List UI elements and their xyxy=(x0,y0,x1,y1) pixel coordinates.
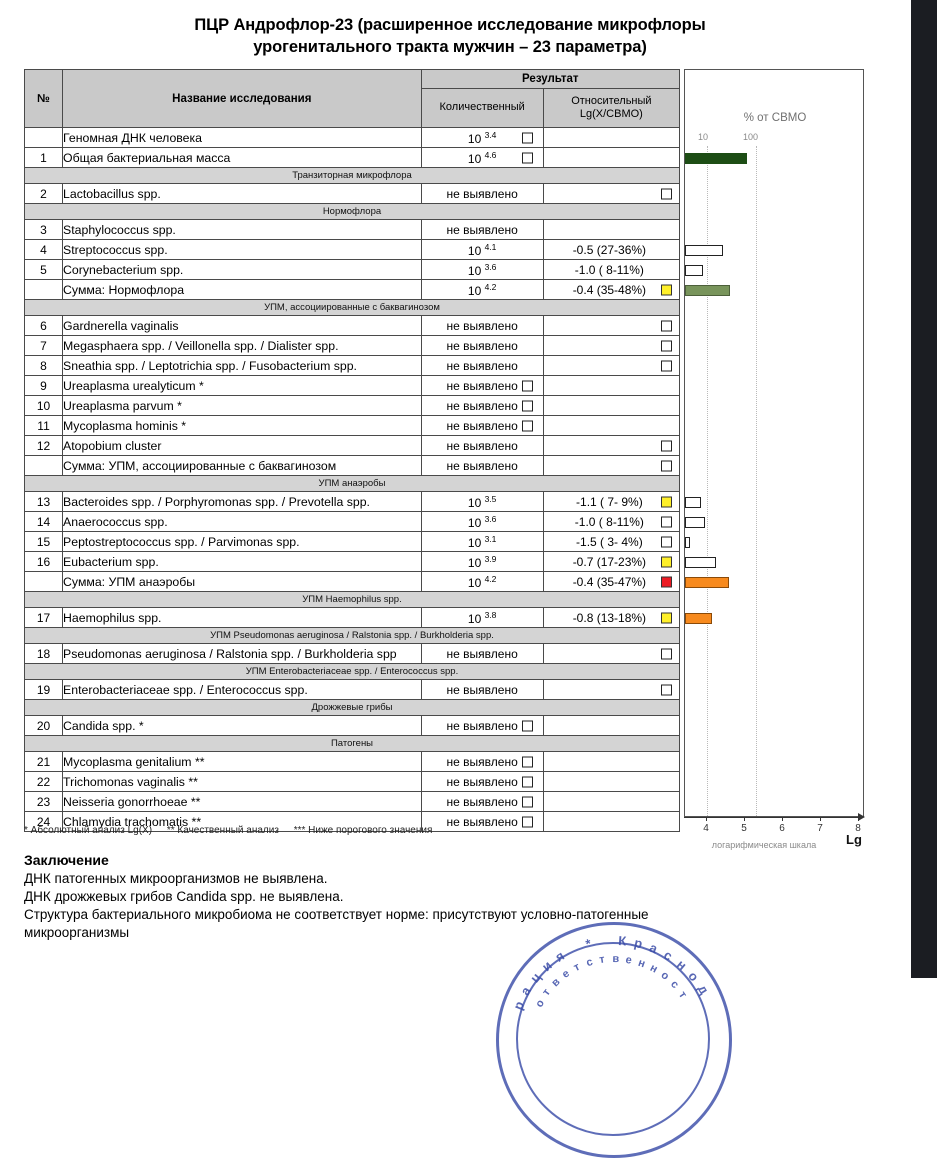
stamp-char: а xyxy=(517,983,534,998)
row-analyte-name: Общая бактериальная масса xyxy=(63,148,422,168)
axis-line xyxy=(684,817,862,818)
row-relative-value xyxy=(543,396,679,416)
row-quantitative-value: 10 $^{3.5}$ xyxy=(421,492,543,512)
row-quantitative-value: не выявлено xyxy=(421,772,543,792)
stamp-char: с xyxy=(661,947,676,964)
row-number: 1 xyxy=(25,148,63,168)
row-analyte-name: Atopobium cluster xyxy=(63,436,422,456)
row-number: 11 xyxy=(25,416,63,436)
quantitative-status-checkbox[interactable] xyxy=(522,152,533,163)
stamp-char: е xyxy=(624,953,633,967)
chart-bar xyxy=(685,577,729,588)
table-row xyxy=(25,436,680,456)
table-row xyxy=(25,148,680,168)
row-relative-value: -0.5 (27-36%) xyxy=(543,240,679,260)
section-band-label: Дрожжевые грибы xyxy=(25,700,680,716)
stamp-char: с xyxy=(668,978,681,992)
row-analyte-name: Сумма: УПМ анаэробы xyxy=(63,572,422,592)
footnote-threshold: *** Ниже порогового значения xyxy=(293,825,433,836)
table-row xyxy=(25,220,680,240)
row-relative-value: -0.4 (35-48%) xyxy=(543,280,679,300)
gridline-label-10: 10 xyxy=(698,132,709,142)
conclusion-line-4: микроорганизмы xyxy=(24,924,130,940)
row-quantitative-value: 10 $^{4.2}$ xyxy=(421,280,543,300)
col-header-relative-line-1: Относительный xyxy=(571,94,652,107)
row-analyte-name: Candida spp. * xyxy=(63,716,422,736)
relative-status-checkbox[interactable] xyxy=(661,360,672,371)
chart-bar xyxy=(685,245,723,256)
row-relative-value: -1.1 ( 7- 9%) xyxy=(543,492,679,512)
row-number: 14 xyxy=(25,512,63,532)
stamp-char: в xyxy=(612,952,620,966)
row-number: 16 xyxy=(25,552,63,572)
table-row xyxy=(25,356,680,376)
row-analyte-name: Bacteroides spp. / Porphyromonas spp. / Prevotella spp. xyxy=(63,492,422,512)
row-number: 2 xyxy=(25,184,63,204)
row-quantitative-value: 10 $^{3.6}$ xyxy=(421,260,543,280)
stamp-char: * xyxy=(584,935,593,952)
axis-tick xyxy=(782,817,783,821)
row-number xyxy=(25,572,63,592)
table-row xyxy=(25,552,680,572)
row-quantitative-value: 10 $^{3.8}$ xyxy=(421,608,543,628)
table-row xyxy=(25,752,680,772)
axis-tick xyxy=(820,817,821,821)
row-analyte-name: Геномная ДНК человека xyxy=(63,128,422,148)
table-section-band xyxy=(25,664,680,680)
row-analyte-name: Сумма: УПМ, ассоциированные с баквагинозом xyxy=(63,456,422,476)
relative-status-checkbox[interactable] xyxy=(661,496,672,507)
row-relative-value xyxy=(543,220,679,240)
footnotes xyxy=(24,825,444,836)
quantitative-status-checkbox[interactable] xyxy=(522,132,533,143)
row-analyte-name: Mycoplasma genitalium ** xyxy=(63,752,422,772)
table-section-band xyxy=(25,736,680,752)
row-relative-value xyxy=(543,456,679,476)
relative-status-checkbox[interactable] xyxy=(661,612,672,623)
row-quantitative-value: не выявлено xyxy=(421,680,543,700)
row-number xyxy=(25,128,63,148)
percentage-chart xyxy=(684,69,864,817)
row-relative-value xyxy=(543,416,679,436)
axis-tick xyxy=(744,817,745,821)
section-band-label: УПМ Enterobacteriaceae spp. / Enterococcus spp. xyxy=(25,664,680,680)
row-number: 18 xyxy=(25,644,63,664)
relative-status-checkbox[interactable] xyxy=(661,340,672,351)
row-analyte-name: Haemophilus spp. xyxy=(63,608,422,628)
col-header-relative-line-2: Lg(X/CBMO) xyxy=(579,108,643,120)
row-number: 8 xyxy=(25,356,63,376)
row-relative-value xyxy=(543,792,679,812)
row-number: 19 xyxy=(25,680,63,700)
stamp-char: о xyxy=(533,997,548,1010)
page-right-margin xyxy=(900,0,911,978)
row-analyte-name: Gardnerella vaginalis xyxy=(63,316,422,336)
relative-status-checkbox[interactable] xyxy=(661,460,672,471)
row-relative-value xyxy=(543,772,679,792)
table-section-band xyxy=(25,592,680,608)
footnote-absolute: * Абсолютный анализ Lg(X) xyxy=(24,825,153,836)
chart-title: % от СВМО xyxy=(743,112,807,124)
quantitative-status-checkbox[interactable] xyxy=(522,720,533,731)
table-row xyxy=(25,572,680,592)
row-analyte-name: Ureaplasma urealyticum * xyxy=(63,376,422,396)
row-relative-value xyxy=(543,644,679,664)
quantitative-status-checkbox[interactable] xyxy=(522,796,533,807)
axis-tick xyxy=(706,817,707,821)
chart-bar xyxy=(685,153,747,164)
section-band-label: Патогены xyxy=(25,736,680,752)
chart-bar xyxy=(685,613,712,624)
footnote-qualitative: ** Качественный анализ xyxy=(166,825,279,836)
row-analyte-name: Neisseria gonorrhoeae ** xyxy=(63,792,422,812)
col-header-relative xyxy=(543,89,679,128)
row-number: 23 xyxy=(25,792,63,812)
row-quantitative-value: не выявлено xyxy=(421,220,543,240)
table-section-band xyxy=(25,300,680,316)
axis-tick-label: 8 xyxy=(855,823,861,834)
quantitative-status-checkbox[interactable] xyxy=(522,816,533,827)
row-relative-value: -0.7 (17-23%) xyxy=(543,552,679,572)
row-relative-value xyxy=(543,716,679,736)
gridline-100 xyxy=(756,146,757,818)
relative-status-checkbox[interactable] xyxy=(661,576,672,587)
table-row xyxy=(25,280,680,300)
col-header-quantitative: Количественный xyxy=(421,89,543,128)
row-quantitative-value: не выявлено xyxy=(421,752,543,772)
table-header xyxy=(25,70,680,128)
relative-status-checkbox[interactable] xyxy=(661,556,672,567)
stamp-char: т xyxy=(598,953,606,967)
axis-caption: логарифмическая шкала xyxy=(711,840,817,850)
gridline-label-100: 100 xyxy=(743,132,759,142)
section-band-label: УПМ Pseudomonas aeruginosa / Ralstonia spp. / Burkholderia spp. xyxy=(25,628,680,644)
table-section-band xyxy=(25,168,680,184)
row-relative-value: -1.0 ( 8-11%) xyxy=(543,512,679,532)
relative-status-checkbox[interactable] xyxy=(661,284,672,295)
table-row xyxy=(25,128,680,148)
row-analyte-name: Ureaplasma parvum * xyxy=(63,396,422,416)
row-number: 3 xyxy=(25,220,63,240)
table-section-band xyxy=(25,476,680,492)
chart-bar xyxy=(685,517,705,528)
row-analyte-name: Streptococcus spp. xyxy=(63,240,422,260)
row-quantitative-value: 10 $^{3.1}$ xyxy=(421,532,543,552)
table-row xyxy=(25,336,680,356)
axis-arrow-icon xyxy=(858,813,865,821)
axis-tick xyxy=(858,817,859,821)
row-number: 12 xyxy=(25,436,63,456)
row-quantitative-value: не выявлено xyxy=(421,416,543,436)
page-title-line-1: ПЦР Андрофлор-23 (расширенное исследование микрофлоры xyxy=(194,16,706,34)
row-quantitative-value: 10 $^{4.2}$ xyxy=(421,572,543,592)
row-quantitative-value: 10 $^{4.1}$ xyxy=(421,240,543,260)
stamp-char: ц xyxy=(527,969,544,986)
table-row xyxy=(25,512,680,532)
table-row xyxy=(25,416,680,436)
row-number: 17 xyxy=(25,608,63,628)
row-analyte-name: Sneathia spp. / Leptotrichia spp. / Fusobacterium spp. xyxy=(63,356,422,376)
row-quantitative-value: не выявлено xyxy=(421,644,543,664)
row-analyte-name: Corynebacterium spp. xyxy=(63,260,422,280)
row-number xyxy=(25,456,63,476)
stamp-char: н xyxy=(673,956,690,974)
row-relative-value xyxy=(543,128,679,148)
chart-axis xyxy=(684,817,864,834)
row-analyte-name: Megasphaera spp. / Veillonella spp. / Dialister spp. xyxy=(63,336,422,356)
row-quantitative-value: 10 $^{3.4}$ xyxy=(421,128,543,148)
quantitative-status-checkbox[interactable] xyxy=(522,776,533,787)
row-number: 9 xyxy=(25,376,63,396)
stamp-char: н xyxy=(636,956,647,971)
chart-bar xyxy=(685,285,730,296)
row-number: 22 xyxy=(25,772,63,792)
row-relative-value xyxy=(543,680,679,700)
row-quantitative-value: не выявлено xyxy=(421,184,543,204)
relative-status-checkbox[interactable] xyxy=(661,648,672,659)
chart-bar xyxy=(685,557,716,568)
axis-tick-label: 4 xyxy=(703,823,709,834)
row-analyte-name: Сумма: Нормофлора xyxy=(63,280,422,300)
row-number: 4 xyxy=(25,240,63,260)
row-analyte-name: Enterobacteriaceae spp. / Enterococcus spp. xyxy=(63,680,422,700)
section-band-label: Транзиторная микрофлора xyxy=(25,168,680,184)
stamp-char: р xyxy=(510,999,527,1013)
stamp-char: а xyxy=(647,939,660,957)
section-band-label: УПМ анаэробы xyxy=(25,476,680,492)
quantitative-status-checkbox[interactable] xyxy=(522,420,533,431)
relative-status-checkbox[interactable] xyxy=(661,516,672,527)
conclusion-line-1: ДНК патогенных микроорганизмов не выявлена. xyxy=(24,871,328,886)
col-header-name: Название исследования xyxy=(63,70,422,128)
relative-status-checkbox[interactable] xyxy=(661,440,672,451)
axis-unit-label: Lg xyxy=(846,832,862,847)
stamp-char: т xyxy=(540,986,554,999)
table-row xyxy=(25,184,680,204)
stamp-char: т xyxy=(571,960,582,975)
col-header-result: Результат xyxy=(421,70,679,89)
row-relative-value xyxy=(543,356,679,376)
row-quantitative-value: 10 $^{3.6}$ xyxy=(421,512,543,532)
stamp-char: о xyxy=(685,968,702,985)
row-relative-value xyxy=(543,148,679,168)
results-table xyxy=(24,69,680,832)
stamp-char: я xyxy=(552,947,567,965)
chart-bar xyxy=(685,265,703,276)
row-analyte-name: Lactobacillus spp. xyxy=(63,184,422,204)
row-analyte-name: Staphylococcus spp. xyxy=(63,220,422,240)
table-row xyxy=(25,456,680,476)
table-section-band xyxy=(25,700,680,716)
page-title xyxy=(0,14,900,59)
row-relative-value xyxy=(543,812,679,832)
row-number: 20 xyxy=(25,716,63,736)
chart-bar xyxy=(685,537,690,548)
stamp-char: о xyxy=(658,969,672,983)
stamp-char: К xyxy=(617,932,627,949)
row-quantitative-value: не выявлено xyxy=(421,396,543,416)
row-number: 24 xyxy=(25,812,63,832)
table-row xyxy=(25,396,680,416)
row-quantitative-value: не выявлено xyxy=(421,376,543,396)
row-relative-value: -0.8 (13-18%) xyxy=(543,608,679,628)
row-relative-value xyxy=(543,316,679,336)
conclusion-heading: Заключение xyxy=(24,852,109,868)
row-relative-value xyxy=(543,184,679,204)
table-row xyxy=(25,532,680,552)
chart-bar xyxy=(685,497,701,508)
page-title-line-2: урогенитального тракта мужчин – 23 параметра) xyxy=(253,38,647,57)
row-analyte-name: Trichomonas vaginalis ** xyxy=(63,772,422,792)
row-relative-value xyxy=(543,336,679,356)
row-number: 6 xyxy=(25,316,63,336)
stamp-char: р xyxy=(632,934,644,952)
quantitative-status-checkbox[interactable] xyxy=(522,380,533,391)
quantitative-status-checkbox[interactable] xyxy=(522,756,533,767)
stamp-char: в xyxy=(549,975,563,990)
table-row xyxy=(25,680,680,700)
stamp-char: с xyxy=(584,956,595,970)
stamp-char: д xyxy=(694,981,712,997)
row-number: 7 xyxy=(25,336,63,356)
row-analyte-name: Chlamydia trachomatis ** xyxy=(63,812,422,832)
conclusion-line-2: ДНК дрожжевых грибов Candida spp. не выявлена. xyxy=(24,888,344,904)
row-number xyxy=(25,280,63,300)
row-relative-value: -1.0 ( 8-11%) xyxy=(543,260,679,280)
table-row xyxy=(25,716,680,736)
relative-status-checkbox[interactable] xyxy=(661,536,672,547)
row-quantitative-value: не выявлено xyxy=(421,356,543,376)
row-number: 15 xyxy=(25,532,63,552)
table-row xyxy=(25,608,680,628)
table-section-band xyxy=(25,628,680,644)
section-band-label: Нормофлора xyxy=(25,204,680,220)
row-analyte-name: Peptostreptococcus spp. / Parvimonas spp. xyxy=(63,532,422,552)
axis-tick-label: 5 xyxy=(741,823,747,834)
row-number: 5 xyxy=(25,260,63,280)
row-analyte-name: Mycoplasma hominis * xyxy=(63,416,422,436)
row-quantitative-value: не выявлено xyxy=(421,456,543,476)
row-quantitative-value: не выявлено xyxy=(421,436,543,456)
results-table-wrapper xyxy=(24,69,680,832)
table-row xyxy=(25,492,680,512)
row-number: 21 xyxy=(25,752,63,772)
row-quantitative-value: 10 $^{3.9}$ xyxy=(421,552,543,572)
stamp-char: н xyxy=(648,961,660,976)
official-stamp-text xyxy=(496,922,726,1152)
relative-status-checkbox[interactable] xyxy=(661,320,672,331)
table-row xyxy=(25,644,680,664)
table-row xyxy=(25,260,680,280)
row-analyte-name: Pseudomonas aeruginosa / Ralstonia spp. / Burkholderia spp xyxy=(63,644,422,664)
row-analyte-name: Eubacterium spp. xyxy=(63,552,422,572)
quantitative-status-checkbox[interactable] xyxy=(522,400,533,411)
row-relative-value xyxy=(543,752,679,772)
row-quantitative-value: не выявлено xyxy=(421,812,543,832)
row-number: 10 xyxy=(25,396,63,416)
row-quantitative-value: не выявлено xyxy=(421,792,543,812)
table-row xyxy=(25,316,680,336)
page-right-edge xyxy=(911,0,937,978)
conclusion-line-3: Структура бактериального микробиома не соответствует норме: присутствуют условно-патогенные xyxy=(24,906,649,922)
stamp-char: и xyxy=(538,957,555,975)
axis-tick-label: 7 xyxy=(817,823,823,834)
row-quantitative-value: 10 $^{4.6}$ xyxy=(421,148,543,168)
row-relative-value xyxy=(543,376,679,396)
row-relative-value xyxy=(543,436,679,456)
table-body xyxy=(25,128,680,832)
row-relative-value: -1.5 ( 3- 4%) xyxy=(543,532,679,552)
row-number: 13 xyxy=(25,492,63,512)
section-band-label: УПМ Haemophilus spp. xyxy=(25,592,680,608)
row-quantitative-value: не выявлено xyxy=(421,716,543,736)
table-row xyxy=(25,792,680,812)
stamp-char: е xyxy=(559,967,572,981)
col-header-num: № xyxy=(25,70,63,128)
table-section-band xyxy=(25,204,680,220)
table-row xyxy=(25,240,680,260)
table-row xyxy=(25,376,680,396)
row-quantitative-value: не выявлено xyxy=(421,336,543,356)
axis-tick-label: 6 xyxy=(779,823,785,834)
stamp-char: т xyxy=(676,989,689,1001)
relative-status-checkbox[interactable] xyxy=(661,188,672,199)
section-band-label: УПМ, ассоциированные с баквагинозом xyxy=(25,300,680,316)
table-row xyxy=(25,772,680,792)
row-relative-value: -0.4 (35-47%) xyxy=(543,572,679,592)
row-analyte-name: Anaerococcus spp. xyxy=(63,512,422,532)
relative-status-checkbox[interactable] xyxy=(661,684,672,695)
row-quantitative-value: не выявлено xyxy=(421,316,543,336)
